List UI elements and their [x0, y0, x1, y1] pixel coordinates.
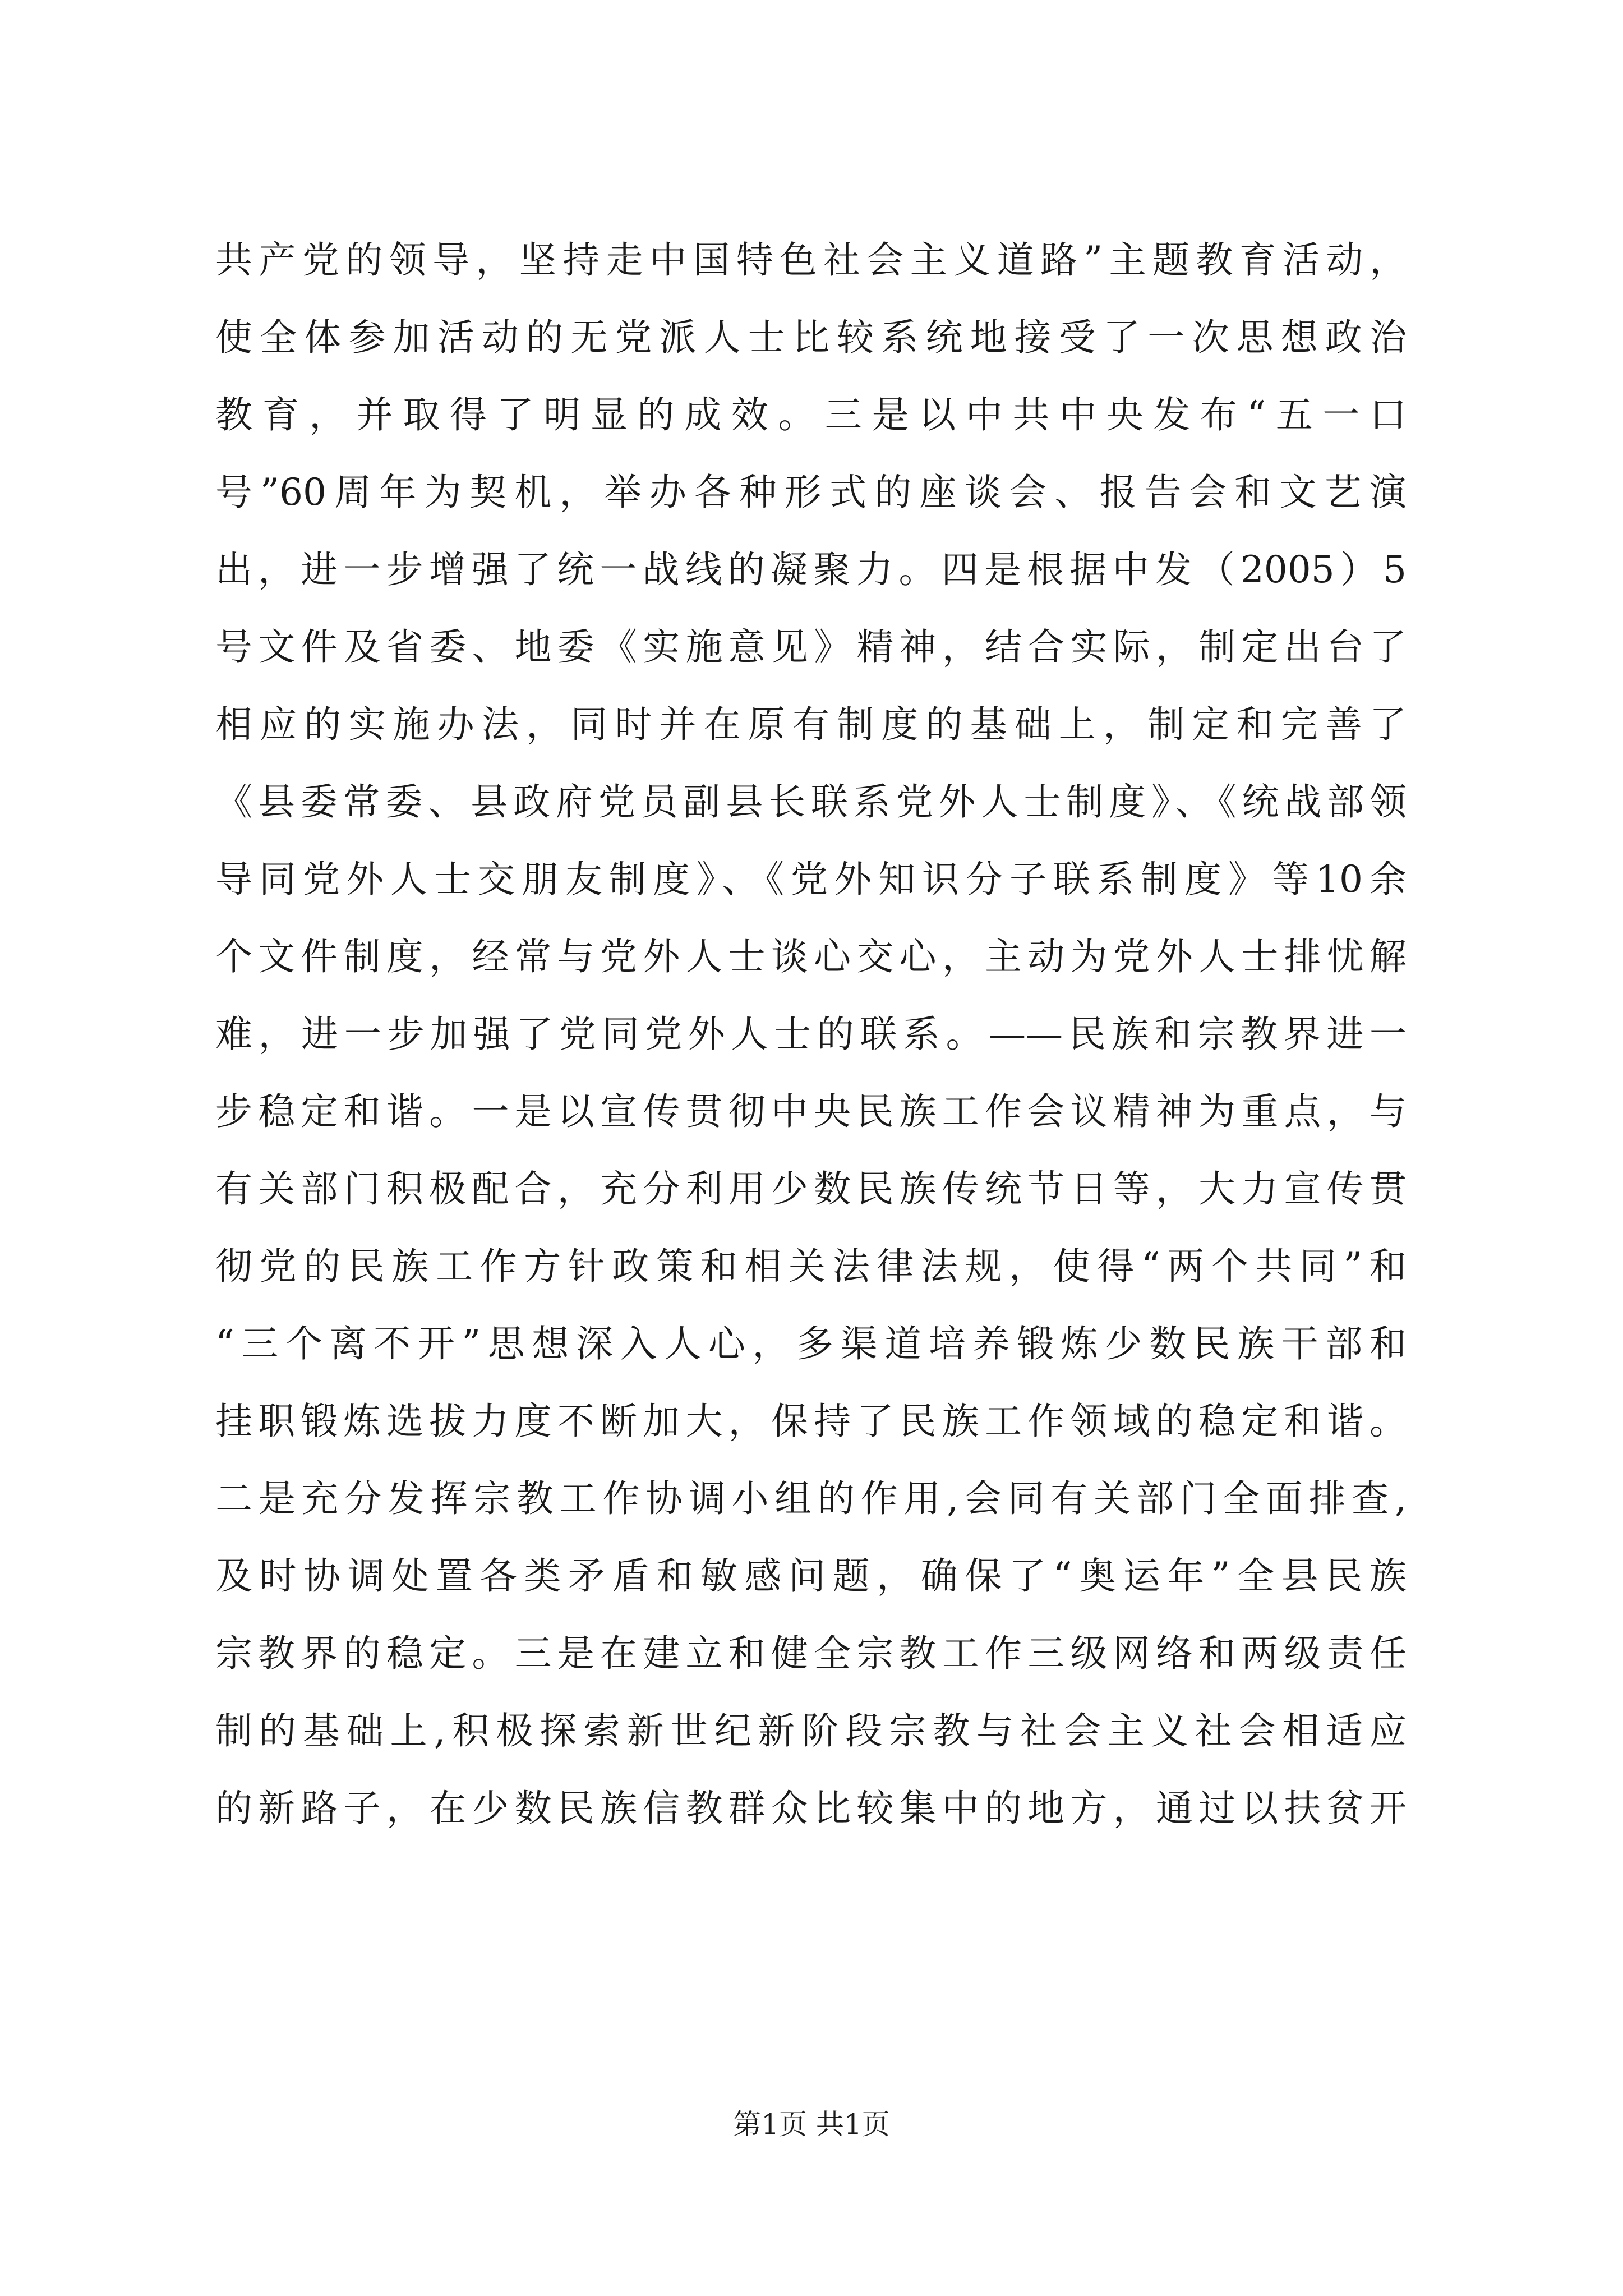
text-line: 有关部门积极配合，充分利用少数民族传统节日等，大力宣传贯	[215, 1167, 1407, 1211]
text-line: 制的基础上,积极探索新世纪新阶段宗教与社会主义社会相适应	[215, 1709, 1407, 1752]
text-line: 导同党外人士交朋友制度》、《党外知识分子联系制度》等10余	[215, 858, 1407, 901]
text-line: 相应的实施办法，同时并在原有制度的基础上，制定和完善了	[215, 703, 1407, 746]
text-line: 步稳定和谐。一是以宣传贯彻中央民族工作会议精神为重点，与	[215, 1090, 1407, 1133]
body-text	[215, 222, 1407, 1847]
text-line: 号”60周年为契机，举办各种形式的座谈会、报告会和文艺演	[215, 471, 1407, 514]
text-line: 共产党的领导，坚持走中国特色社会主义道路”主题教育活动，	[215, 238, 1407, 282]
text-line: 宗教界的稳定。三是在建立和健全宗教工作三级网络和两级责任	[215, 1632, 1407, 1675]
page-footer	[0, 2105, 1623, 2144]
text-line: 《县委常委、县政府党员副县长联系党外人士制度》、《统战部领	[215, 780, 1407, 823]
text-line: “三个离不开”思想深入人心，多渠道培养锻炼少数民族干部和	[215, 1322, 1407, 1365]
text-line: 使全体参加活动的无党派人士比较系统地接受了一次思想政治	[215, 316, 1407, 359]
text-line: 个文件制度，经常与党外人士谈心交心，主动为党外人士排忧解	[215, 935, 1407, 978]
page-number: 第1页 共1页	[733, 2108, 890, 2141]
text-line: 教育，并取得了明显的成效。三是以中共中央发布“五一口	[215, 393, 1407, 436]
text-line: 的新路子，在少数民族信教群众比较集中的地方，通过以扶贫开	[215, 1787, 1407, 1830]
text-line: 难，进一步加强了党同党外人士的联系。——民族和宗教界进一	[215, 1013, 1407, 1056]
text-line: 二是充分发挥宗教工作协调小组的作用,会同有关部门全面排查,	[215, 1477, 1407, 1520]
text-line: 号文件及省委、地委《实施意见》精神，结合实际，制定出台了	[215, 625, 1407, 669]
text-line: 出，进一步增强了统一战线的凝聚力。四是根据中发（2005）5	[215, 548, 1407, 591]
text-line: 挂职锻炼选拔力度不断加大，保持了民族工作领域的稳定和谐。	[215, 1400, 1407, 1443]
text-line: 彻党的民族工作方针政策和相关法律法规，使得“两个共同”和	[215, 1245, 1407, 1288]
text-line: 及时协调处置各类矛盾和敏感问题，确保了“奥运年”全县民族	[215, 1554, 1407, 1598]
